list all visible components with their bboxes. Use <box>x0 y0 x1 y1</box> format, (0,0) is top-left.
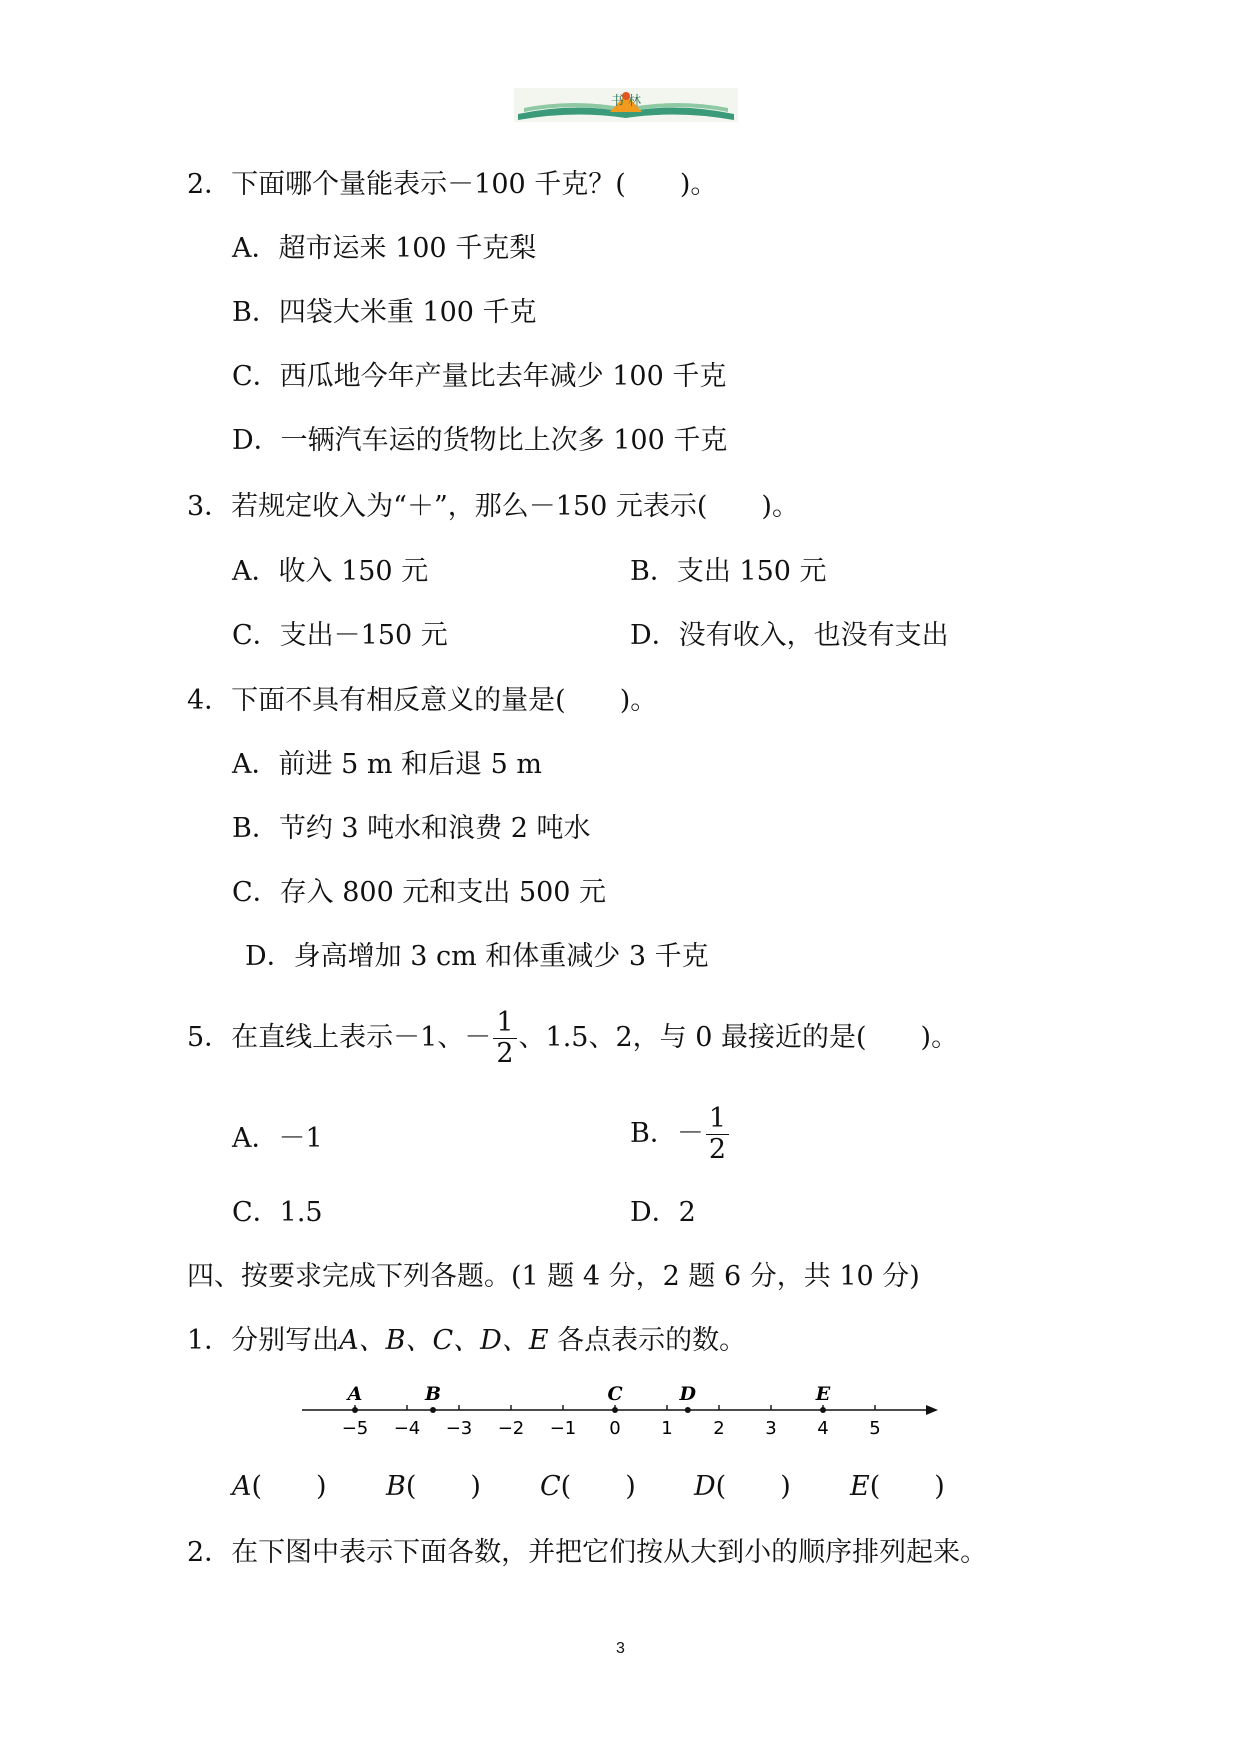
number-line-arrow <box>926 1405 938 1415</box>
answer-slot-blank[interactable]: ( ) <box>251 1471 327 1502</box>
number-line-point-a <box>352 1407 358 1413</box>
q4-option-d: D．身高增加 3 cm 和体重减少 3 千克 <box>245 941 709 972</box>
number-line-tick-label: −3 <box>445 1418 473 1439</box>
q3-option-d: D．没有收入，也没有支出 <box>630 620 949 651</box>
answer-slots <box>0 1470 1241 1510</box>
section4-q1-points: A、B、C、D、E <box>339 1325 549 1356</box>
q5-option-b-num: 1 <box>706 1104 729 1135</box>
q5-stem <box>187 1008 958 1069</box>
q3-option-a: A．收入 150 元 <box>232 556 429 587</box>
q4-option-c: C．存入 800 元和支出 500 元 <box>232 877 607 908</box>
answer-slot-label: A <box>232 1471 252 1502</box>
q4-option-b: B．节约 3 吨水和浪费 2 吨水 <box>232 813 591 844</box>
section4-q1-rest: 各点表示的数。 <box>548 1325 747 1356</box>
answer-slot-d[interactable] <box>694 1470 791 1504</box>
answer-slot-b[interactable] <box>386 1470 481 1504</box>
q5-option-b-fraction <box>706 1104 729 1165</box>
number-line-point-label-e: E <box>815 1383 831 1405</box>
page-number: 3 <box>616 1640 625 1657</box>
q2-option-c: C．西瓜地今年产量比去年减少 100 千克 <box>232 361 727 392</box>
q2-option-d: D．一辆汽车运的货物比上次多 100 千克 <box>232 425 728 456</box>
answer-slot-e[interactable] <box>850 1470 945 1504</box>
q5-option-b-pre: B．－ <box>630 1118 704 1149</box>
q5-fraction <box>493 1008 516 1069</box>
q4-option-a: A．前进 5 m 和后退 5 m <box>232 749 542 780</box>
section4-q1-num: 1．分别写出 <box>187 1325 340 1356</box>
section4-title: 四、按要求完成下列各题。(1 题 4 分，2 题 6 分，共 10 分) <box>187 1261 920 1292</box>
number-line-tick-label: −1 <box>549 1418 577 1439</box>
number-line-point-e <box>820 1407 826 1413</box>
number-line-tick-label: 2 <box>713 1418 725 1439</box>
number-line <box>290 1378 950 1448</box>
logo-text: 书 林 <box>610 94 642 109</box>
bookstore-logo <box>514 88 738 122</box>
q4-stem: 4．下面不具有相反意义的量是( )。 <box>187 685 658 716</box>
number-line-tick-label: 4 <box>817 1418 829 1439</box>
q5-frac-den: 2 <box>496 1038 514 1069</box>
q2-option-a: A．超市运来 100 千克梨 <box>232 233 537 264</box>
q5-option-d: D．2 <box>630 1197 696 1228</box>
number-line-tick-label: 5 <box>869 1418 881 1439</box>
number-line-tick-label: 1 <box>661 1418 673 1439</box>
number-line-point-d <box>685 1407 691 1413</box>
q5-option-b <box>630 1104 731 1165</box>
q5-frac-num: 1 <box>493 1008 516 1039</box>
answer-slot-label: E <box>850 1471 870 1502</box>
q2-option-b: B．四袋大米重 100 千克 <box>232 297 537 328</box>
q5-stem-pre: 5．在直线上表示－1、－ <box>187 1022 492 1053</box>
number-line-point-label-d: D <box>679 1383 697 1405</box>
q2-stem: 2．下面哪个量能表示－100 千克？( )。 <box>187 169 718 200</box>
q3-stem: 3．若规定收入为“＋”，那么－150 元表示( )。 <box>187 491 799 522</box>
answer-slot-label: B <box>386 1471 406 1502</box>
answer-slot-blank[interactable]: ( ) <box>869 1471 945 1502</box>
answer-slot-blank[interactable]: ( ) <box>560 1471 636 1502</box>
q3-option-b: B．支出 150 元 <box>630 556 827 587</box>
number-line-point-b <box>430 1407 436 1413</box>
answer-slot-label: C <box>540 1471 561 1502</box>
number-line-tick-label: −5 <box>341 1418 369 1439</box>
number-line-tick-label: 3 <box>765 1418 777 1439</box>
answer-slot-c[interactable] <box>540 1470 636 1504</box>
section4-q2: 2．在下图中表示下面各数，并把它们按从大到小的顺序排列起来。 <box>187 1537 988 1568</box>
number-line-tick-label: −4 <box>393 1418 421 1439</box>
answer-slot-a[interactable] <box>232 1470 327 1504</box>
q5-option-c: C．1.5 <box>232 1197 323 1228</box>
q5-stem-post: 、1.5、2，与 0 最接近的是( )。 <box>518 1022 959 1053</box>
section4-q1 <box>187 1324 746 1358</box>
answer-slot-blank[interactable]: ( ) <box>715 1471 791 1502</box>
number-line-tick-label: −2 <box>497 1418 525 1439</box>
q5-option-b-den: 2 <box>708 1134 727 1165</box>
number-line-point-label-b: B <box>424 1383 442 1405</box>
answer-slot-label: D <box>694 1471 716 1502</box>
answer-slot-blank[interactable]: ( ) <box>405 1471 481 1502</box>
number-line-point-label-c: C <box>607 1383 623 1405</box>
number-line-point-c <box>612 1407 618 1413</box>
number-line-point-label-a: A <box>347 1383 363 1405</box>
number-line-tick-label: 0 <box>609 1418 621 1439</box>
q3-option-c: C．支出－150 元 <box>232 620 448 651</box>
q5-option-a: A．－1 <box>232 1123 323 1154</box>
